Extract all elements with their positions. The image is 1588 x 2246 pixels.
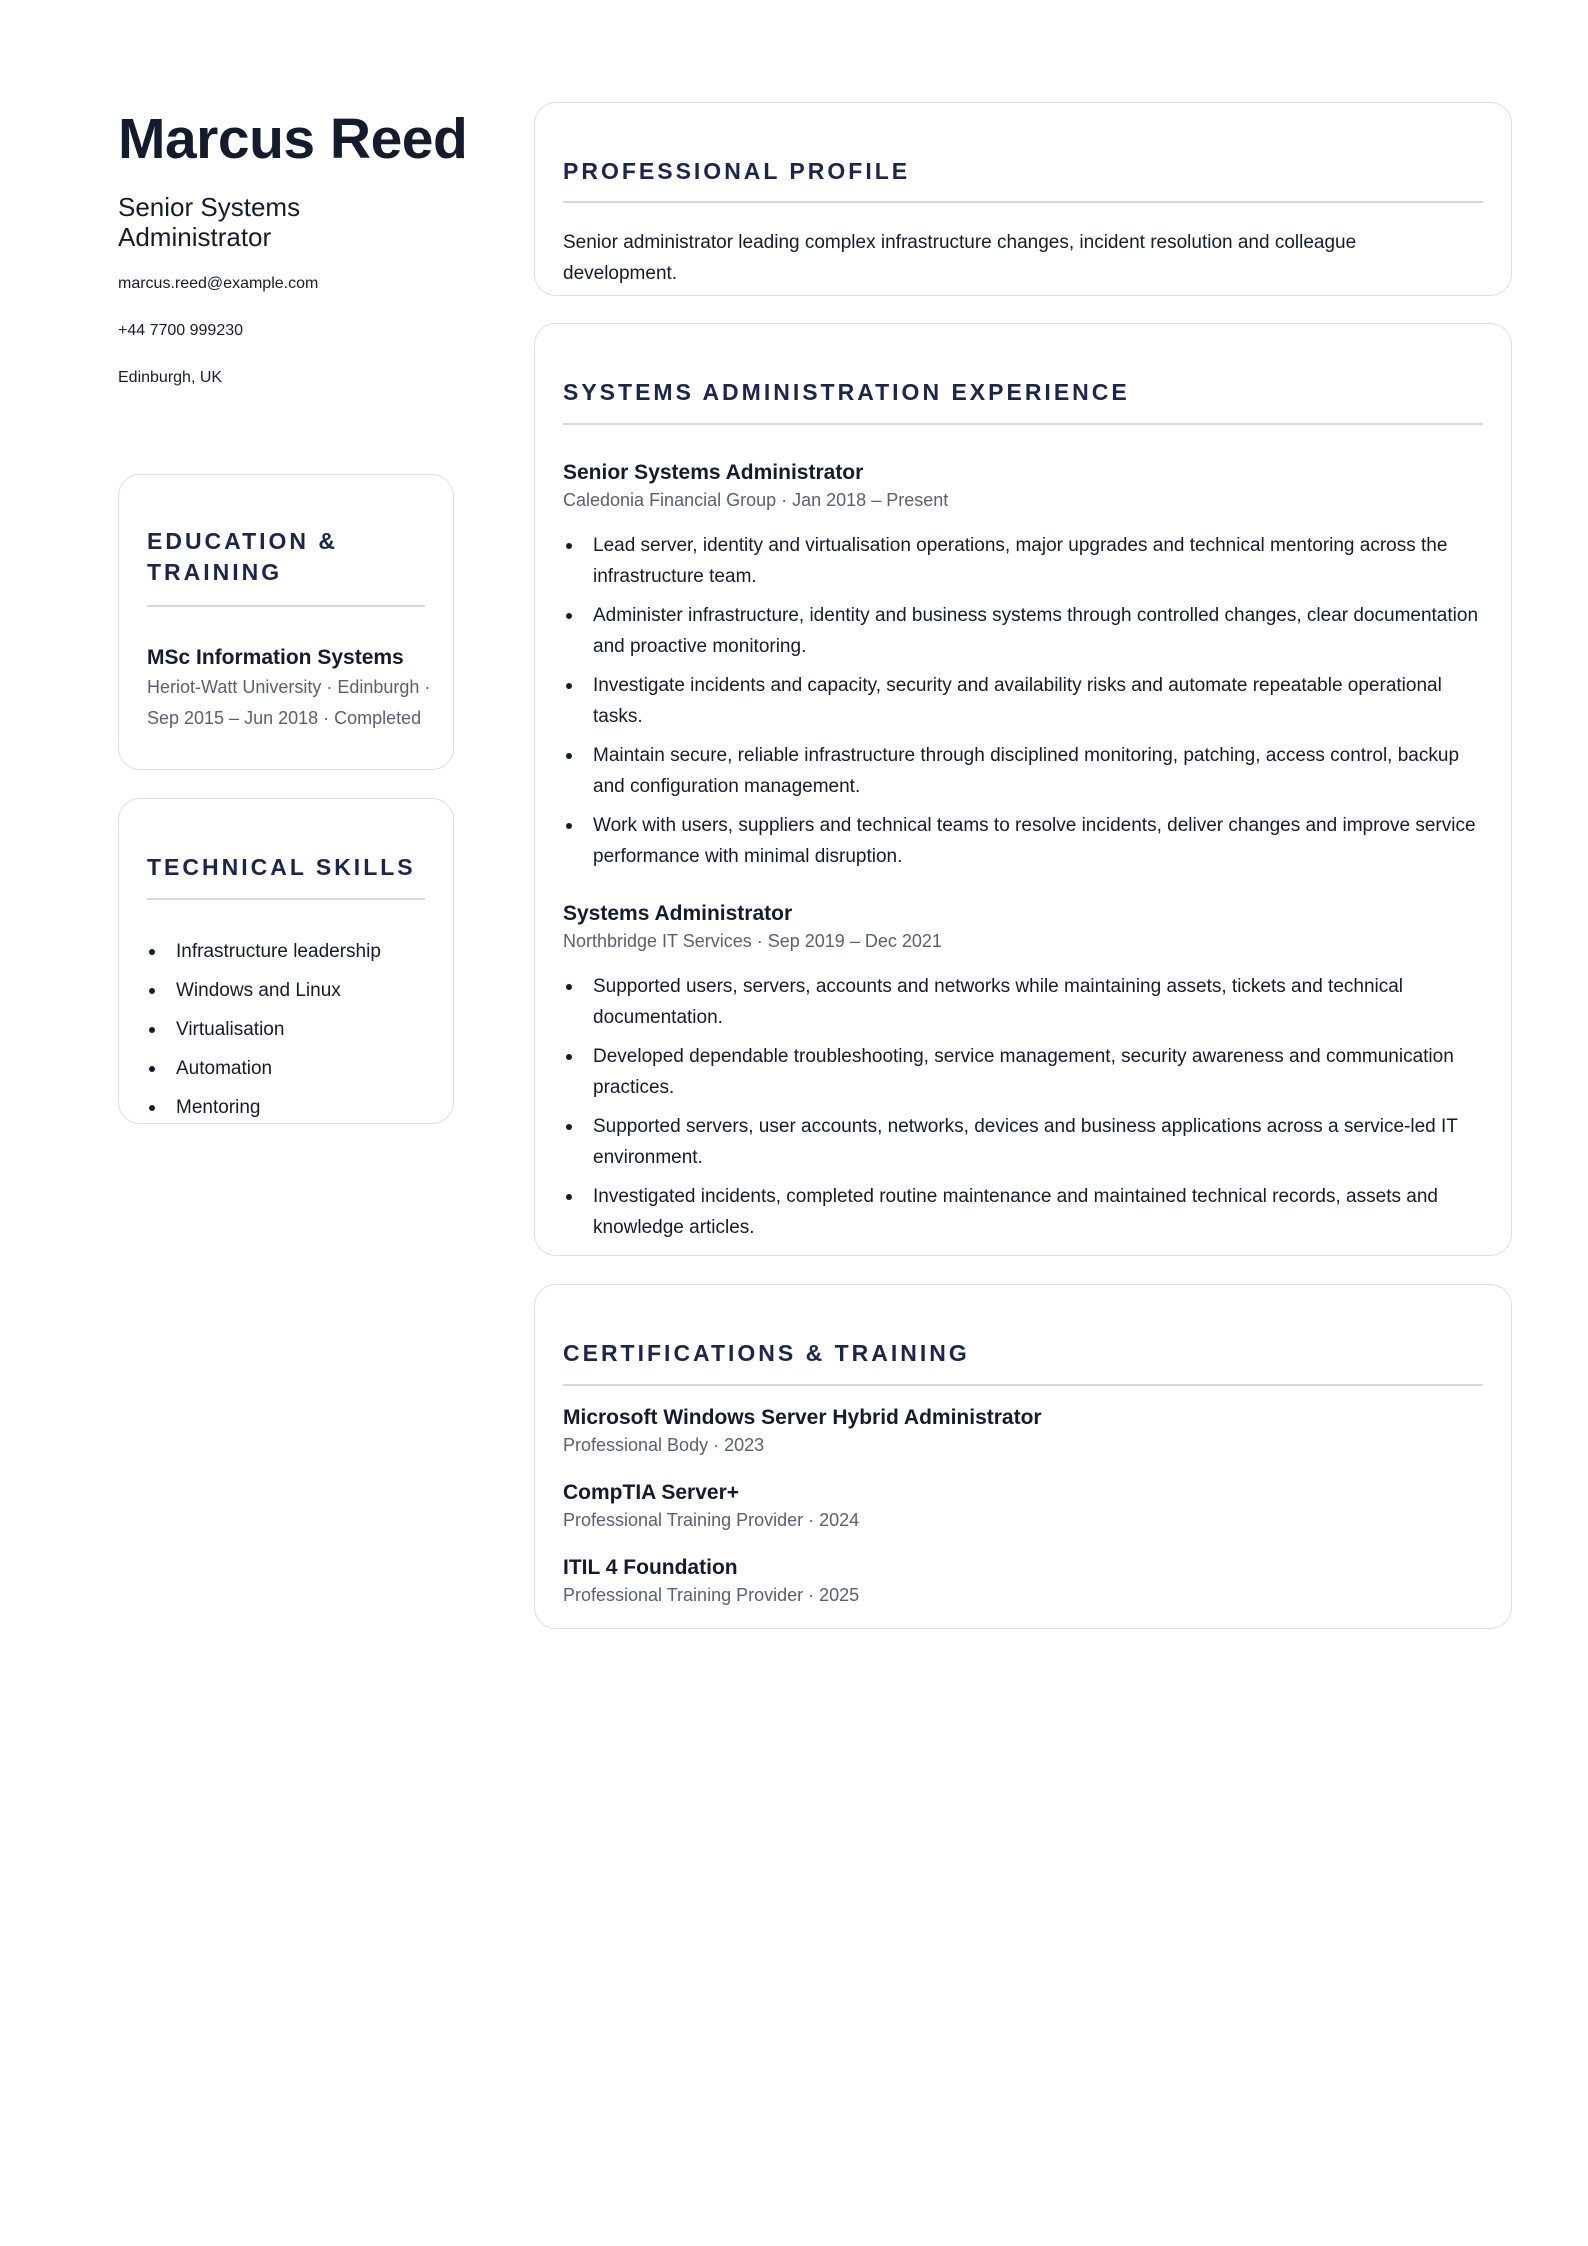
job-bullet-text: Investigated incidents, completed routine maintenance and maintained technical records, assets and knowledge articles. [593, 1186, 1438, 1238]
certifications-heading: CERTIFICATIONS & TRAINING [563, 1340, 970, 1366]
profile-divider [563, 201, 1483, 203]
job-role: Systems Administrator [563, 902, 793, 925]
job-bullet [563, 740, 1483, 802]
education-card [118, 474, 454, 770]
bullet-icon [149, 949, 155, 955]
job-bullet-text: Developed dependable troubleshooting, service management, security awareness and communication practices. [593, 1046, 1454, 1098]
skill-label: Mentoring [176, 1097, 261, 1118]
skill-label: Automation [176, 1058, 273, 1079]
candidate-title: Senior Systems Administrator [118, 192, 301, 252]
skills-card [118, 798, 454, 1124]
job-bullet-text: Lead server, identity and virtualisation operations, major upgrades and technical mentoring across the infrastructure team. [593, 535, 1448, 587]
job-meta: Northbridge IT Services · Sep 2019 – Dec 2021 [563, 931, 942, 951]
skill-item [147, 971, 437, 1010]
skills-list [147, 932, 437, 1127]
bullet-icon [566, 753, 572, 759]
job-entry [563, 901, 1483, 1251]
skill-item [147, 1010, 437, 1049]
job-meta: Caledonia Financial Group · Jan 2018 – Present [563, 490, 949, 510]
certification-entry [563, 1405, 1483, 1458]
job-bullet [563, 670, 1483, 732]
skills-divider [147, 898, 425, 900]
job-bullet-text: Maintain secure, reliable infrastructure through disciplined monitoring, patching, access control, backup and configuration management. [593, 745, 1460, 797]
education-degree: MSc Information Systems [147, 646, 404, 669]
bullet-icon [566, 823, 572, 829]
certifications-divider [563, 1384, 1483, 1386]
skill-item [147, 932, 437, 971]
bullet-icon [566, 984, 572, 990]
experience-divider [563, 423, 1483, 425]
contact-phone: +44 7700 999230 [118, 322, 244, 339]
profile-heading: PROFESSIONAL PROFILE [563, 158, 911, 184]
job-bullet [563, 810, 1483, 872]
job-bullet-text: Administer infrastructure, identity and business systems through controlled changes, clear documentation and proactive monitoring. [593, 605, 1479, 657]
contact-location: Edinburgh, UK [118, 369, 223, 386]
certification-meta: Professional Training Provider · 2024 [563, 1510, 860, 1530]
skill-label: Windows and Linux [176, 980, 341, 1001]
profile-card [534, 102, 1512, 296]
bullet-icon [149, 988, 155, 994]
certifications-card [534, 1284, 1512, 1629]
job-role: Senior Systems Administrator [563, 461, 864, 484]
certification-name: ITIL 4 Foundation [563, 1556, 738, 1579]
job-bullet-text: Supported servers, user accounts, networks, devices and business applications across a service-led IT environment. [593, 1116, 1458, 1168]
job-entry [563, 460, 1483, 880]
education-details: Heriot-Watt University · Edinburgh · Sep 2015 – Jun 2018 · Completed [147, 677, 431, 728]
job-bullet [563, 1041, 1483, 1103]
bullet-icon [566, 543, 572, 549]
certification-entry [563, 1480, 1483, 1533]
job-bullet [563, 1181, 1483, 1243]
bullet-icon [149, 1066, 155, 1072]
bullet-icon [566, 1194, 572, 1200]
skill-label: Virtualisation [176, 1019, 285, 1040]
contact-block [118, 274, 454, 388]
skill-label: Infrastructure leadership [176, 941, 381, 962]
bullet-icon [566, 1124, 572, 1130]
education-divider [147, 605, 425, 607]
job-bullet [563, 530, 1483, 592]
bullet-icon [149, 1027, 155, 1033]
skill-item [147, 1049, 437, 1088]
certification-meta: Professional Body · 2023 [563, 1435, 765, 1455]
bullet-icon [566, 613, 572, 619]
bullet-icon [149, 1105, 155, 1111]
skills-heading: TECHNICAL SKILLS [147, 854, 416, 880]
skill-item [147, 1088, 437, 1127]
job-bullet-text: Investigate incidents and capacity, security and availability risks and automate repeatable operational tasks. [593, 675, 1442, 727]
left-column [118, 102, 468, 415]
job-bullet-text: Work with users, suppliers and technical teams to resolve incidents, deliver changes and improve service performance with minimal disruption. [593, 815, 1476, 867]
profile-summary: Senior administrator leading complex infrastructure changes, incident resolution and colleague development. [563, 232, 1357, 284]
contact-email: marcus.reed@example.com [118, 275, 319, 292]
candidate-name: Marcus Reed [118, 107, 468, 171]
education-heading: EDUCATION & TRAINING [147, 528, 339, 585]
job-bullets [563, 530, 1483, 872]
job-bullet-text: Supported users, servers, accounts and networks while maintaining assets, tickets and technical documentation. [593, 976, 1404, 1028]
certification-entry [563, 1555, 1483, 1608]
certification-name: CompTIA Server+ [563, 1481, 740, 1504]
certification-meta: Professional Training Provider · 2025 [563, 1585, 860, 1605]
experience-heading: SYSTEMS ADMINISTRATION EXPERIENCE [563, 379, 1130, 405]
bullet-icon [566, 1054, 572, 1060]
bullet-icon [566, 683, 572, 689]
job-bullet [563, 600, 1483, 662]
certification-name: Microsoft Windows Server Hybrid Administrator [563, 1406, 1042, 1429]
experience-card [534, 323, 1512, 1256]
job-bullet [563, 1111, 1483, 1173]
job-bullets [563, 971, 1483, 1243]
job-bullet [563, 971, 1483, 1033]
